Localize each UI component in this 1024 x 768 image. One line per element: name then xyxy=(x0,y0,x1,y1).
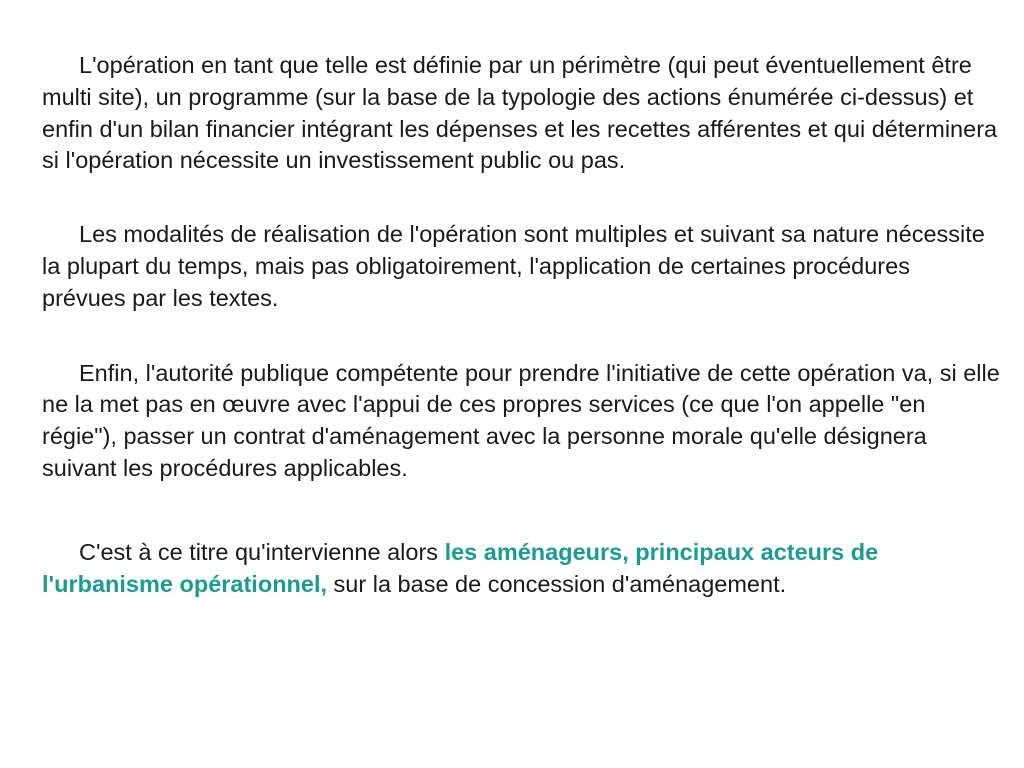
paragraph-perimeter: L'opération en tant que telle est définie par un périmètre (qui peut éventuellement être multi site), un programme (sur la base de la typologie des actions énumérée ci-dessus) et enfin d'un bilan financier intégrant les dépenses et les recettes afférentes et qui déterminera si l'opération nécessite un investissement public ou pas. xyxy=(42,52,998,174)
paragraph-developers-intro: C'est à ce titre qu'intervienne alors xyxy=(79,538,445,565)
paragraph-developers xyxy=(42,537,1000,601)
paragraph-developers-end: sur la base de concession d'aménagement. xyxy=(327,570,787,597)
highlighted-phrase: les aménageurs, principaux acteurs de l'urbanisme opérationnel, xyxy=(42,538,879,597)
paragraph-authority: Enfin, l'autorité publique compétente pour prendre l'initiative de cette opération va, si elle ne la met pas en œuvre avec l'appui de ces propres services (ce que l'on appelle "en régie"), passer un contrat d'aménagement avec la personne morale qu'elle désignera suivant les procédures applicables. xyxy=(42,359,1000,481)
paragraph-modalities: Les modalités de réalisation de l'opération sont multiples et suivant sa nature nécessite la plupart du temps, mais pas obligatoirement, l'application de certaines procédures prévues par les textes. xyxy=(42,221,985,311)
